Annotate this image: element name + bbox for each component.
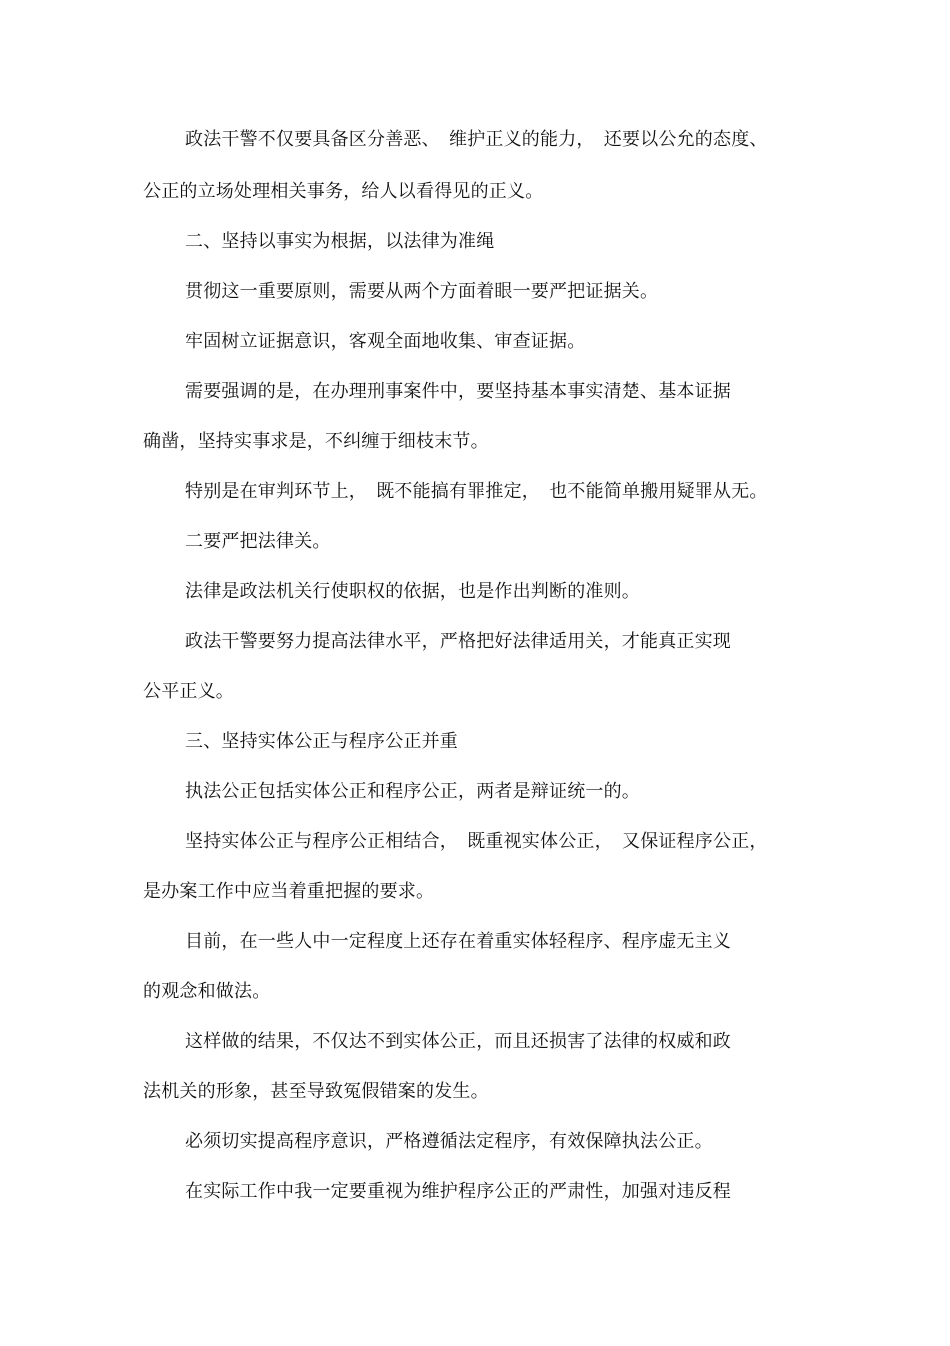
- text-line: 政法干警要努力提高法律水平，严格把好法律适用关，才能真正实现: [185, 631, 731, 652]
- section-heading: 三、坚持实体公正与程序公正并重: [185, 731, 458, 752]
- text-line: 这样做的结果，不仅达不到实体公正，而且还损害了法律的权威和政: [185, 1031, 731, 1052]
- text-line: 贯彻这一重要原则，需要从两个方面着眼一要严把证据关。: [185, 281, 659, 302]
- text-line: 需要强调的是，在办理刑事案件中，要坚持基本事实清楚、基本证据: [185, 381, 731, 402]
- text-line: 的观念和做法。: [143, 981, 271, 1002]
- text-line: 确凿，坚持实事求是，不纠缠于细枝末节。: [143, 431, 489, 452]
- text-line: 目前，在一些人中一定程度上还存在着重实体轻程序、程序虚无主义: [185, 931, 731, 952]
- text-line: 二要严把法律关。: [185, 531, 331, 552]
- text-line: 执法公正包括实体公正和程序公正，两者是辩证统一的。: [185, 781, 640, 802]
- text-line: 牢固树立证据意识，客观全面地收集、审查证据。: [185, 331, 586, 352]
- text-line: 是办案工作中应当着重把握的要求。: [143, 881, 435, 902]
- text-line: 公平正义。: [143, 681, 234, 702]
- text-line: 公正的立场处理相关事务，给人以看得见的正义。: [143, 181, 544, 202]
- text-line: 坚持实体公正与程序公正相结合， 既重视实体公正， 又保证程序公正，: [185, 831, 768, 852]
- text-line: 政法干警不仅要具备区分善恶、 维护正义的能力， 还要以公允的态度、: [185, 129, 768, 150]
- text-line: 特别是在审判环节上， 既不能搞有罪推定， 也不能简单搬用疑罪从无。: [185, 481, 768, 502]
- section-heading: 二、坚持以事实为根据，以法律为准绳: [185, 231, 495, 252]
- text-line: 法机关的形象，甚至导致冤假错案的发生。: [143, 1081, 489, 1102]
- text-line: 在实际工作中我一定要重视为维护程序公正的严肃性，加强对违反程: [185, 1181, 731, 1202]
- text-line: 法律是政法机关行使职权的依据，也是作出判断的准则。: [185, 581, 640, 602]
- text-line: 必须切实提高程序意识，严格遵循法定程序，有效保障执法公正。: [185, 1131, 713, 1152]
